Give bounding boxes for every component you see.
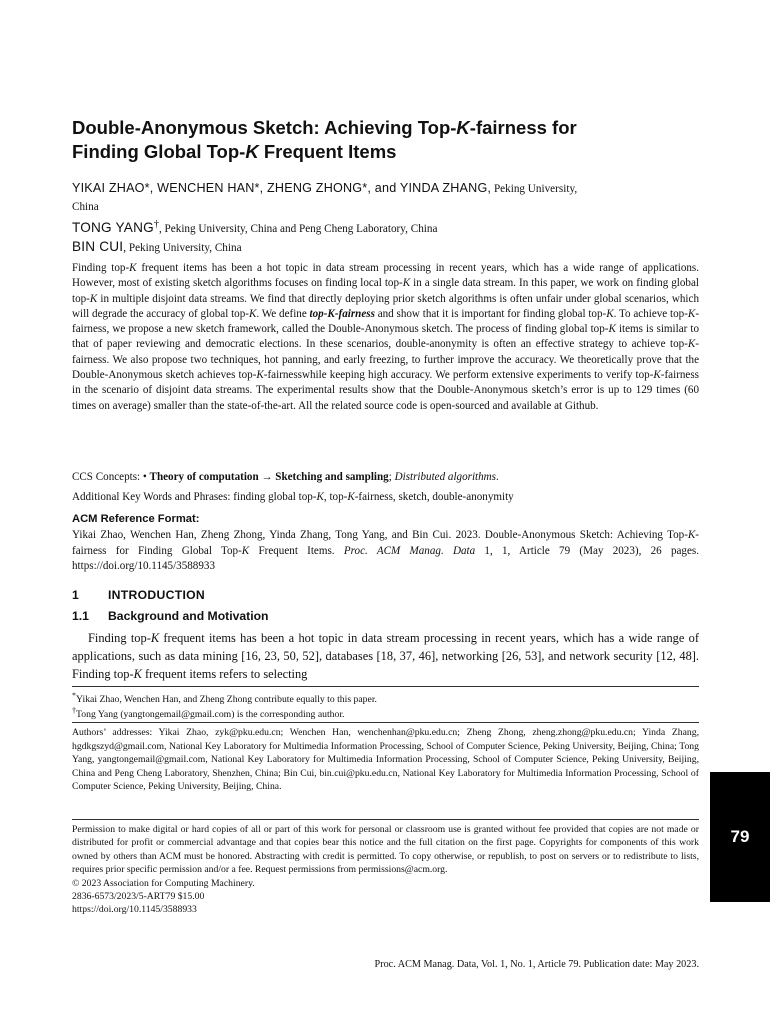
author-affiliation: , Peking University, China [123, 242, 242, 255]
reference-format-text: Yikai Zhao, Wenchen Han, Zheng Zhong, Yinda Zhang, Tong Yang, and Bin Cui. 2023. Double-Anonymous Sketch: Achieving Top-K-fairness for Finding Global Top-K Frequent Items. Proc. ACM Manag. Data 1, 1, Article 79 (May 2023), 26 pages. https://doi.org/10.1145/3588933 [72, 529, 699, 573]
doi-link[interactable]: https://doi.org/10.1145/3588933 [72, 904, 197, 916]
author-affiliation: , Peking University, China and Peng Cheng Laboratory, China [158, 223, 438, 236]
permission-divider [72, 819, 699, 820]
author-names: YIKAI ZHAO*, WENCHEN HAN*, ZHENG ZHONG*, and YINDA ZHANG, [72, 181, 492, 195]
author-affiliation: China [72, 201, 99, 213]
title-text: Frequent Items [258, 141, 397, 162]
section-heading: 1 INTRODUCTION [72, 588, 206, 602]
article-number-tab: 79 [710, 772, 770, 902]
title-text: Finding Global Top- [72, 141, 246, 162]
permission-block [72, 823, 699, 917]
footnote-equal-contribution: *Yikai Zhao, Wenchen Han, and Zheng Zhong contribute equally to this paper. [72, 691, 377, 706]
reference-format-heading: ACM Reference Format: [72, 513, 200, 525]
title-text: -fairness for [469, 117, 577, 138]
footnote-corresponding-author: †Tong Yang (yangtongemail@gmail.com) is the corresponding author. [72, 706, 345, 721]
abstract: Finding top-K frequent items has been a hot topic in data stream processing in recent years, which has a wide range of applications. However, most of existing sketch algorithms focuses on finding local top-K in a single data stream. In this paper, we work on finding global top-K in multiple disjoint data streams. We find that directly deploying prior sketch algorithms is often unfair under global scenarios, which will degrade the accuracy of global top-K. We define top-K-fairness and show that it is important for finding global top-K. To achieve top-K-fairness, we propose a new sketch framework, called the Double-Anonymous sketch. The process of finding global top-K items is similar to that of paper reviewing and democratic elections. In these scenarios, double-anonymity is often an effective strategy to achieve top-K-fairness. We also propose two techniques, hot panning, and early freezing, to further improve the accuracy. We theoretically prove that the Double-Anonymous sketch achieves top-K-fairnesswhile keeping high accuracy. We perform extensive experiments to verify top-K-fairness in the scenario of disjoint data streams. The experimental results show that the Double-Anonymous sketch’s error is up to 129 times (60 times on average) smaller than the state-of-the-art. All the related source code is open-sourced and available at Github. [72, 262, 700, 412]
subsection-heading: 1.1 Background and Motivation [72, 609, 269, 623]
title-text: Double-Anonymous Sketch: Achieving Top- [72, 117, 457, 138]
ccs-concepts: CCS Concepts: • Theory of computation → Sketching and sampling; Distributed algorithms. [72, 471, 499, 483]
authors-addresses: Authors’ addresses: Yikai Zhao, zyk@pku.edu.cn; Wenchen Han, wenchenhan@pku.edu.cn; Zheng Zhong, zheng.zhong@pku.edu.cn; Yinda Zhang, hgdkgszyd@gmail.com, National Key Laboratory for Multimedia Information Processing, School of Computer Science, Peking University, Beijing, China; Tong Yang, yangtongemail@gmail.com, National Key Laboratory for Multimedia Information Processing, School of Computer Science, Peking University, Beijing, China and Peng Cheng Laboratory, Shenzhen, China; Bin Cui, bin.cui@pku.edu.cn, National Key Laboratory for Multimedia Information Processing, School of Computer Science, Peking University, Beijing, China. [72, 727, 699, 792]
address-divider [72, 722, 699, 723]
permission-notice: Permission to make digital or hard copies of all or part of this work for personal or classroom use is granted without fee provided that copies are not made or distributed for profit or commercial advantage and that copies bear this notice and the full citation on the first page. Copyrights for components of this work owned by others than ACM must be honored. Abstracting with credit is permitted. To copy otherwise, or republish, to post on servers or to redistribute to lists, requires prior specific permission and/or a fee. Request permissions from permissions@acm.org. [72, 824, 699, 876]
intro-paragraph: Finding top-K frequent items has been a hot topic in data stream processing in recent years, which has a wide range of applications, such as data mining [16, 23, 50, 52], databases [18, 37, 46], networking [26, 53], and network security [12, 48]. Finding top-K frequent items refers to selecting [72, 631, 699, 681]
keywords: Additional Key Words and Phrases: finding global top-K, top-K-fairness, sketch, double-anonymity [72, 491, 514, 503]
author-affiliation: Peking University, [491, 183, 578, 195]
author-line [72, 216, 699, 238]
footnote-divider [72, 686, 699, 687]
copyright-line: © 2023 Association for Computing Machinery. [72, 877, 255, 889]
author-block [72, 179, 699, 257]
dagger-mark: † [153, 219, 159, 230]
author-names: BIN CUI [72, 239, 124, 255]
title-k: K [245, 141, 259, 162]
author-line [72, 179, 699, 198]
publication-footer: Proc. ACM Manag. Data, Vol. 1, No. 1, Article 79. Publication date: May 2023. [374, 959, 699, 970]
author-names: TONG YANG [72, 220, 154, 236]
author-line [72, 238, 699, 257]
paper-title [72, 116, 699, 164]
issn-line: 2836-6573/2023/5-ART79 $15.00 [72, 891, 205, 903]
title-k: K [456, 117, 470, 138]
